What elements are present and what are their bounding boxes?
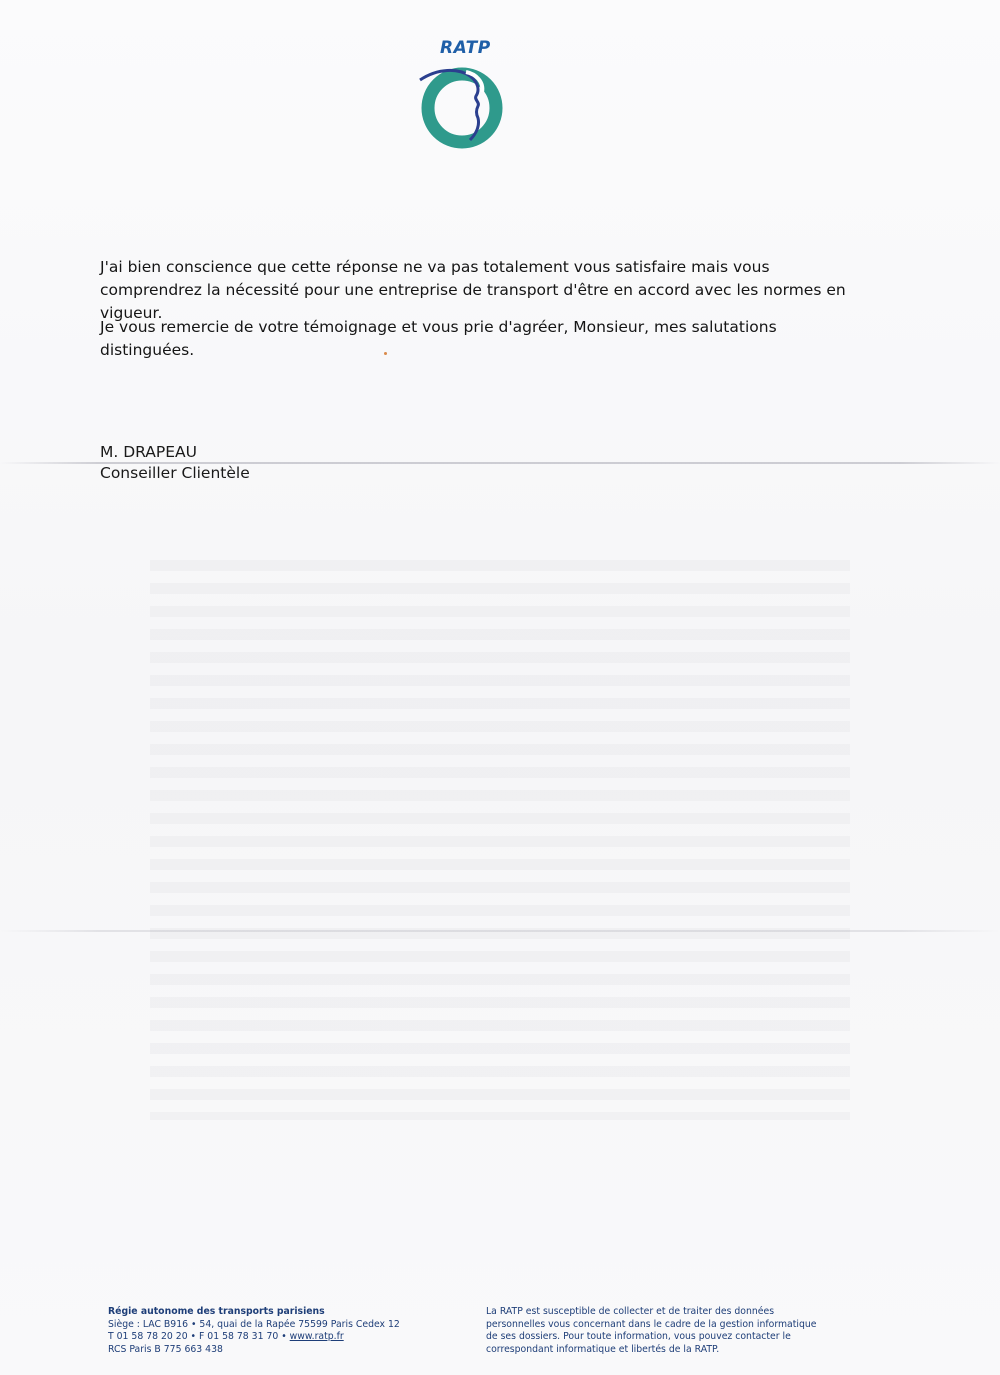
footer-company-info bbox=[108, 1306, 448, 1356]
footer-address: Siège : LAC B916 • 54, quai de la Rapée 75599 Paris Cedex 12 bbox=[108, 1318, 400, 1330]
letter-paragraph: J'ai bien conscience que cette réponse ne va pas totalement vous satisfaire mais vous comprendrez la nécessité pour une entreprise de transport d'être en accord avec les normes en vigueur. bbox=[100, 258, 846, 322]
ratp-wordmark: RATP bbox=[440, 38, 491, 58]
signature-block bbox=[100, 442, 250, 484]
show-through-texture bbox=[150, 560, 850, 1120]
footer-rcs: RCS Paris B 775 663 438 bbox=[108, 1343, 223, 1355]
footer-website-link[interactable]: www.ratp.fr bbox=[289, 1331, 344, 1342]
letter-paragraph: Je vous remercie de votre témoignage et vous prie d'agréer, Monsieur, mes salutations distinguées. bbox=[100, 318, 777, 359]
ratp-profile-icon bbox=[410, 38, 520, 150]
footer-contact bbox=[108, 1331, 448, 1344]
signatory-title: Conseiller Clientèle bbox=[100, 464, 250, 482]
privacy-line: La RATP est susceptible de collecter et de traiter des données bbox=[486, 1306, 775, 1317]
signatory-name: M. DRAPEAU bbox=[100, 443, 197, 461]
privacy-line: de ses dossiers. Pour toute information, vous pouvez contacter le bbox=[486, 1331, 791, 1342]
footer-privacy-notice bbox=[486, 1306, 826, 1356]
privacy-line: personnelles vous concernant dans le cadre de la gestion informatique bbox=[486, 1318, 817, 1330]
footer-org-name: Régie autonome des transports parisiens bbox=[108, 1306, 325, 1317]
footer-phone-fax: T 01 58 78 20 20 • F 01 58 78 31 70 • bbox=[108, 1331, 290, 1342]
privacy-line: correspondant informatique et libertés de la RATP. bbox=[486, 1343, 720, 1355]
